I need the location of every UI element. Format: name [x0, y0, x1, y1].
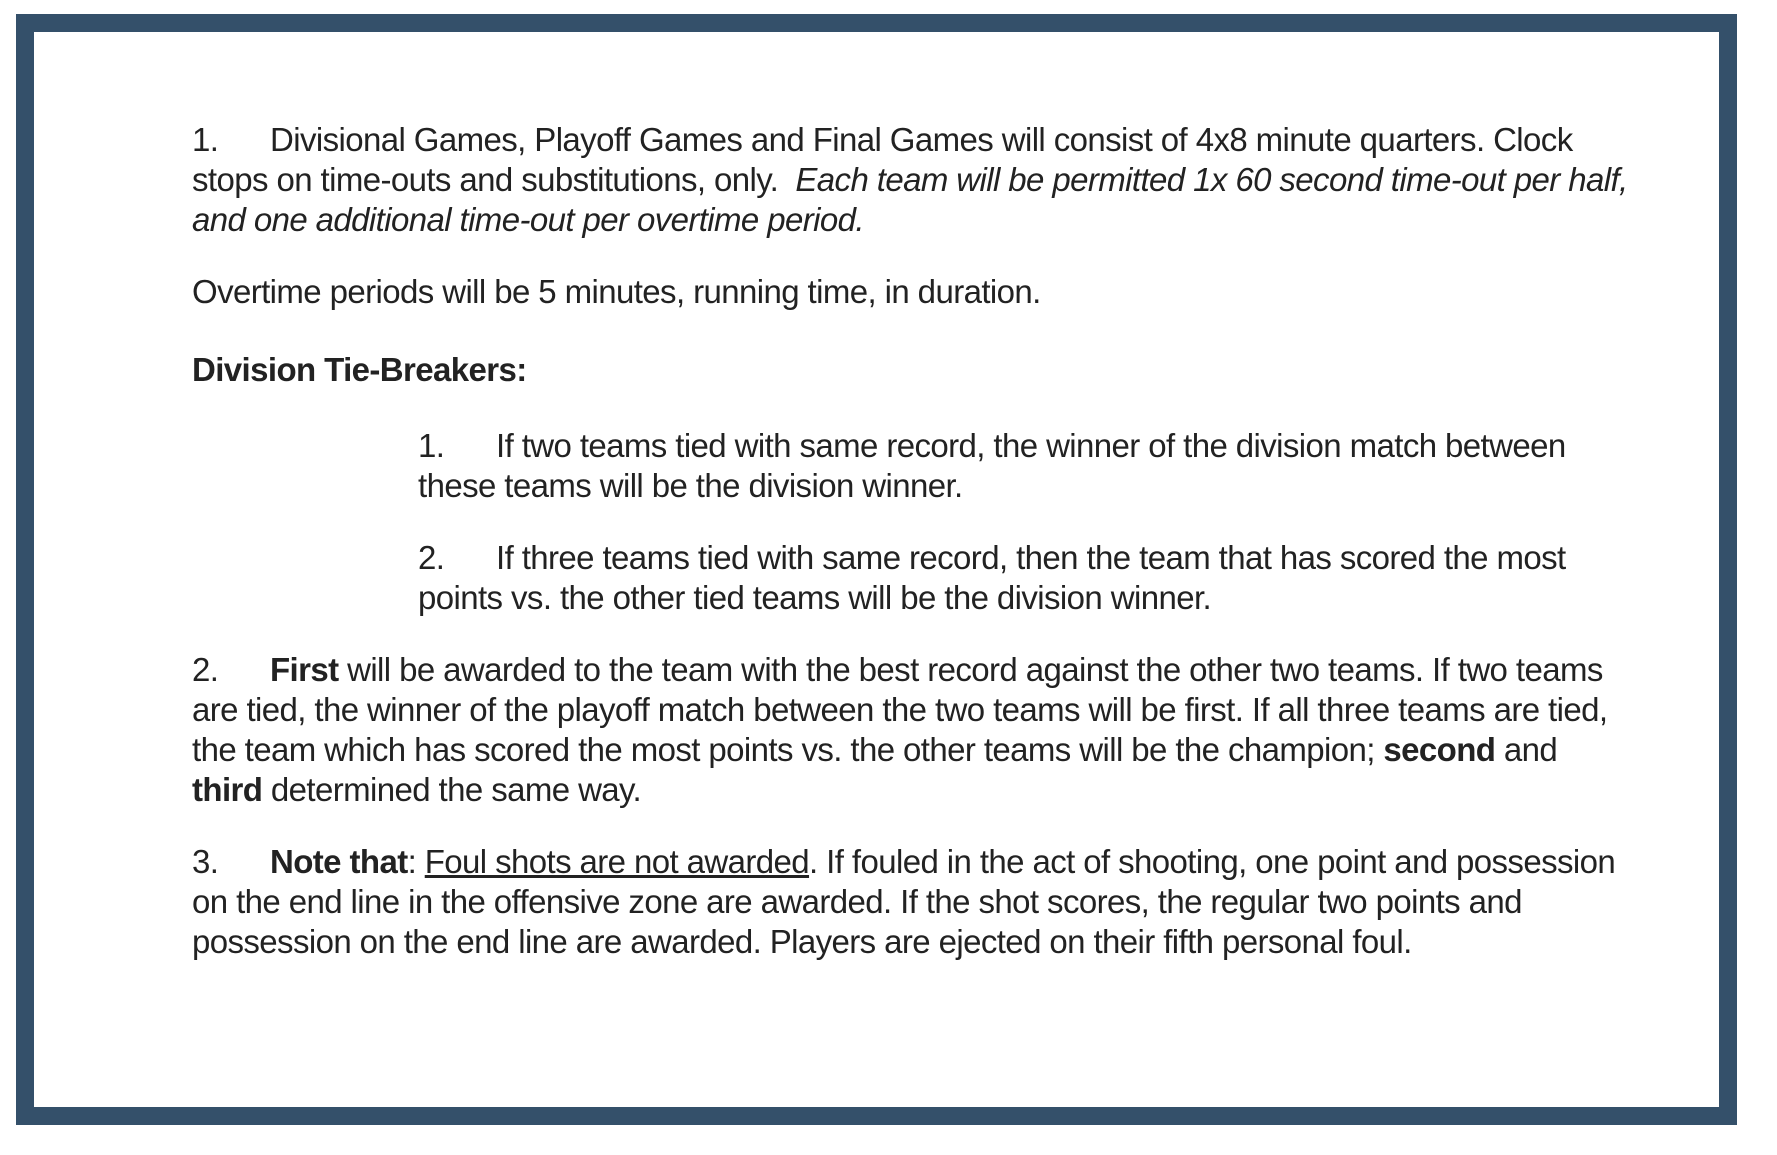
overtime-paragraph: Overtime periods will be 5 minutes, running time, in duration.	[192, 273, 1041, 310]
rules-document	[192, 120, 1632, 1000]
tiebreaker-item	[418, 426, 1578, 506]
rule-2-text-b: and	[1495, 731, 1558, 768]
rule-2-text-a: will be awarded to the team with the best record against the other two teams. If two teams are tied, the winner of the playoff match between the two teams will be first. If all three teams are tied, the team which has scored the most points vs. the other teams will be the champion;	[192, 651, 1608, 768]
tiebreaker-2-number: 2.	[418, 539, 445, 576]
rule-2-third: third	[192, 771, 263, 808]
tiebreaker-2-text: If three teams tied with same record, then the team that has scored the most points vs. the other tied teams will be the division winner.	[418, 539, 1566, 616]
document-frame	[16, 14, 1737, 1125]
rule-1-number: 1.	[192, 121, 219, 158]
tiebreaker-item	[418, 538, 1578, 618]
tiebreakers-list	[418, 426, 1578, 618]
rule-3-number: 3.	[192, 843, 219, 880]
rule-2	[192, 650, 1632, 810]
rule-3	[192, 842, 1632, 962]
rule-3-foul-shots: Foul shots are not awarded	[424, 843, 810, 880]
rule-1-timeout-text: Each team will be permitted 1x 60 second time-out per half, and one additional time-out per overtime period.	[192, 161, 1628, 238]
tiebreakers-heading: Division Tie-Breakers:	[192, 351, 527, 388]
rule-2-first: First	[270, 651, 339, 688]
rule-3-note: Note that	[270, 843, 408, 880]
tiebreaker-1-text: If two teams tied with same record, the winner of the division match between these teams will be the division winner.	[418, 427, 1566, 504]
rule-3-text: . If fouled in the act of shooting, one point and possession on the end line in the offensive zone are awarded. If the shot scores, the regular two points and possession on the end line are awarded. Players are ejected on their fifth personal foul.	[192, 843, 1616, 960]
rule-3-colon: :	[407, 843, 425, 880]
rule-2-text-c: determined the same way.	[262, 771, 642, 808]
rule-1-text: Divisional Games, Playoff Games and Final Games will consist of 4x8 minute quarters. Clock stops on time-outs and substitutions, only.	[192, 121, 1573, 198]
tiebreaker-1-number: 1.	[418, 427, 445, 464]
rule-2-number: 2.	[192, 651, 219, 688]
rule-1	[192, 120, 1632, 240]
rule-2-second: second	[1383, 731, 1496, 768]
